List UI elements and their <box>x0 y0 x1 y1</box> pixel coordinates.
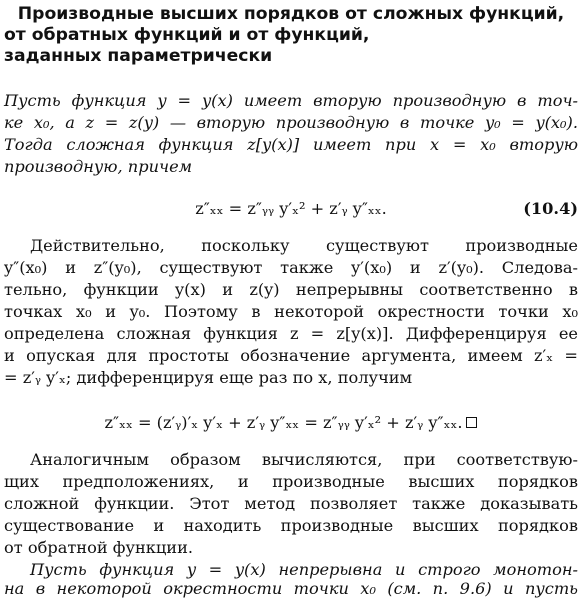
paragraph-line: определена сложная функция z = z[y(x)]. Дифференцируя ее <box>4 324 578 343</box>
paragraph-line: на в некоторой окрестности точки x₀ (см. п. 9.6) и пусть <box>4 579 578 598</box>
paragraph-line: существование и находить производные высших порядков <box>4 516 578 535</box>
section-heading <box>4 4 578 67</box>
formula-text: z″ₓₓ = z″ᵧᵧ y′ₓ² + z′ᵧ y″ₓₓ. <box>195 199 387 218</box>
paragraph-line: Пусть функция y = y(x) непрерывна и строго монотон- <box>30 560 578 579</box>
end-of-proof-icon <box>466 417 477 428</box>
text-fragment: щих предположениях, и производные высших порядков <box>4 472 578 491</box>
formula-text: z″ₓₓ = (z′ᵧ)′ₓ y′ₓ + z′ᵧ y″ₓₓ = z″ᵧᵧ y′ₓ² + z′ᵧ y″ₓₓ. <box>104 413 463 432</box>
paragraph-line: ке x₀, а z = z(y) — вторую производную в точке y₀ = y(x₀). <box>4 113 578 132</box>
heading-line-3: заданных параметрически <box>4 46 273 66</box>
paragraph-line <box>4 471 578 493</box>
formula-10-4 <box>4 198 578 220</box>
heading-line-2: от обратных функций и от функций, <box>4 25 370 45</box>
paragraph-line: от обратной функции. <box>4 538 194 557</box>
formula-second-derivative <box>4 412 578 434</box>
paragraph-line: Тогда сложная функция z[y(x)] имеет при x = x₀ вторую <box>4 135 578 154</box>
paragraph-line: производную, причем <box>4 157 193 176</box>
paragraph-line: = z′ᵧ y′ₓ; дифференцируя еще раз по x, получим <box>4 368 413 387</box>
paragraph-line: точках x₀ и y₀. Поэтому в некоторой окрестности точки x₀ <box>4 302 578 321</box>
paragraph-line: Пусть функция y = y(x) имеет вторую производную в точ- <box>4 91 578 110</box>
paragraph-line: Действительно, поскольку существуют производные <box>30 236 578 255</box>
paragraph-line: Аналогичным образом вычисляются, при соответствую- <box>30 450 578 469</box>
equation-number: (10.4) <box>523 199 578 218</box>
paragraph-line: тельно, функции y(x) и z(y) непрерывны соответственно в <box>4 280 578 299</box>
heading-line-1: Производные высших порядков от сложных функций, <box>17 4 565 24</box>
paragraph-line: y″(x₀) и z″(y₀), существуют также y′(x₀) и z′(y₀). Следова- <box>4 258 578 277</box>
paragraph-line: и опуская для простоты обозначение аргумента, имеем z′ₓ = <box>4 346 578 365</box>
paragraph-line: сложной функции. Этот метод позволяет также доказывать <box>4 494 578 513</box>
